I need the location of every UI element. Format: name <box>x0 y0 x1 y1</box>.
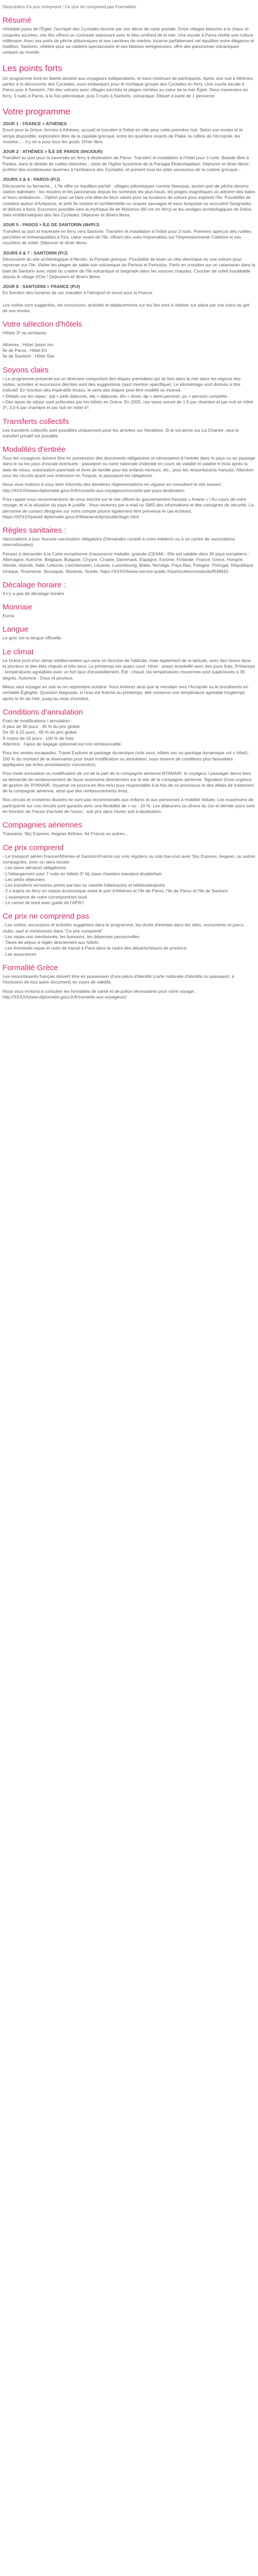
modalites-paragraph: Pour rappel nous recommandons de vous inscrire sur le site officiel du gouvernement français « Ariane » ! Au cours de votre voyage, et si la situation du pays le justifie : Vous recevrez par e-mail ou SMS des informations et des consignes de sécurité. La personne de contact désignée sur votre compte pourra également être prévenue le cas échéant. https://XXXXXpastel.diplomatie.gouv.fr/fildariane/dyn/public/login.html <box>3 496 254 519</box>
comprend-item: - Les transferts terrestres privés par taxi ou navette hôtels/ports et hôtels/aéroports <box>3 883 165 888</box>
hotel-line: Île de Santorin : Hôtel Star <box>3 353 55 359</box>
hotel-line: Athènes : Hôtel Jason Inn <box>3 342 54 347</box>
points-forts-text: Un programme écrit en liberté destiné aux voyageurs indépendants, et sans minimum de participants. Après une nuit à Athènes, partez à la découverte des Cyclades, vous embarquez pour le mythique groupe des Cyclades en ferry. Une courte escale à Paros puis à Santorin, l'île des volcans avec villages perchés et plages nichées au cœur de la mer Égée. Deux traversées en ferry, 3 nuits à Paros, à la fois pittoresque, puis 3 nuits à Santorin, volcanique. Départ à partir de 1 personne. <box>3 75 254 98</box>
sanitaires-paragraph: Pensez à demander à la Carte européenne d'assurance maladie, gratuite (CEAM) : Elle est valable dans 30 pays européens : Allemagne, Autriche, Belgique, Bulgarie, Chypre, Croatie, Danemark, Espagne, Estonie, Finlande, France, Grèce, Hongrie, Irlande, Islande, Italie, Lettonie, Liechtenstein, Lituanie, Luxembourg, Malte, Norvège, Pays-Bas, Pologne, Portugal, République tchèque, Roumanie, Slovaquie, Slovénie, Suède. https://XXXXXwww.service-public.fr/particuliers/vosdroits/R49815 <box>3 551 253 574</box>
modalites-title: Modalités d'entrée <box>3 445 66 454</box>
compagnies-text: Transavia, Sky Express, Aegean Airlines, Air France ou autres... <box>3 831 128 837</box>
tab-ne-comprend-pas[interactable]: Ce prix ne comprend pas Formalités <box>64 4 136 9</box>
tab-description[interactable]: Description Ce prix comprend <box>3 4 61 9</box>
day-text: Découverte du site archéologique d'Akrotiri, la Pompéi grecque. Possibilité de louer un vélo électrique ou une voiture pour rayonner sur l'île. Visiter les plages de sable noir volcanique de Perissa et Perivolos. Partir en croisière sur un catamaran dans la baie de Santorin avec visite du cratère de l'île volcanique et baignade dans les sources chaudes. Coucher de soleil inoubliable depuis le village d'Oia ! Déjeuners et dîners libres. <box>3 256 255 279</box>
day-text: Transfert au port et traversée en ferry vers Santorin. Transfert et installation à l'hôtel pour 3 nuits. Premiers aperçus des ruelles perchées et immanquables à Fira, cœur vivant de l'île, offrant des vues imprenables sur l'impressionnante Caldeira et ses couchers de soleil. Déjeuner et dîner libres. <box>3 228 251 246</box>
comprend-item: - Le carnet de bord avec guide de l'API57 <box>3 900 84 905</box>
sanitaires-paragraph: Vaccinations à jour. Aucune vaccination obligatoire (Demandez conseil à votre médecin ou à un centre de vaccinations internationales). <box>3 536 235 548</box>
comprend-title: Ce prix comprend <box>3 843 64 852</box>
transferts-title: Transferts collectifs <box>3 417 69 426</box>
annulation-paragraph: Pour les ventes escapades, Travel Explorer et package dynamique (vols secs, hôtels sec ou package dynamique vol + hôtel) : 100 % du montant de la réservation pour toute modification ou annulation, sous réserve de conditions plus favorables appliquées par le/les prestataire(s) concerné(s). <box>3 750 250 767</box>
soyons-clairs-item: • Détails sur les repas : pdj = petit déjeuner, déj = déjeuner, dîn = dîner, dp = demi-pension, pc = pension complète. <box>3 393 229 399</box>
decalage-title: Décalage horaire : <box>3 580 66 589</box>
comprend-item: - L'assistance de notre correspondant local <box>3 894 87 900</box>
sanitaires-title: Règles sanitaires : <box>3 526 67 535</box>
annulation-line: Frais de modifications / annulation : <box>3 718 73 723</box>
annulation-paragraph: Pour toute annulation ou modification de vol de la part de la compagnie aérienne RYANAIR, le voyageur / passager devra faire sa demande de remboursement de façon autonome directement sur le site de la compagnie aérienne. Signalant d'une urgence de gestion de RYANAIR, Voyamar ne pourra en être tenu pour responsable à la fois de ce processus et des délais de traitement de la compagnie aérienne, ainsi que des remboursements émis. <box>3 771 254 794</box>
comprend-item: - Le transport aérien France/Athènes et Santorin/France sur vols réguliers ou vols low-cost avec Sky Express, Aegean, ou autres compagnies, avec ou sans escale <box>3 853 255 865</box>
formalite-paragraph: Nous vous invitons à consulter les formalités de santé et de police nécessaires pour votre voyage : http://XXXXXwww.diplomatie.gouv.fr/fr/conseils-aux-voyageurs/ <box>3 988 197 999</box>
hotels-title: Votre sélection d'hôtels <box>3 320 82 329</box>
comprend-item: - L'hébergement pour 7 nuits en hôtels 3* NL base chambre standard double/twin <box>3 871 162 876</box>
annulation-line: Attention : l'ajout de bagage optionnel est non remboursable. <box>3 741 122 747</box>
annulation-line: De 30 à 15 jours : 65 % du prix global <box>3 730 77 735</box>
comprend-list <box>3 854 255 906</box>
annulation-paragraph: Nos circuits et croisières illustrés ne sont pas recommandés aux enfants et aux personnes à mobilité réduite. Les maximums de participants sur nos circuits sont garantis avec une flexibilité de + ou - 10 %. Les déjeuners ou dîners du 1er et dernier jours sont en fonction de l'heure d'arrivée de l'avion : soit pris dans l'avion soit à destination. <box>3 797 255 815</box>
annulation-line: À plus de 30 jours : 35 % du prix global <box>3 724 80 730</box>
hotel-line: Île de Paros : Hôtel Eri <box>3 348 47 353</box>
resume-text: Véritable joyau de l'Égée, l'archipel des Cyclades fascine par son décor de carte postale. Entre villages blanchis à la chaux et coupoles azurées, ces îles offrent un contraste saisissant avec le bleu profond de la mer. Une escale à Paros révèle une culture millénaire. Avec ses ports de pêche pittoresques et ses carrières de marbre, incarne parfaitement cet équilibre entre élégance et tradition. Santorin, célèbre pour sa caldeira spectaculaire et ses falaises vertigineuses, offre des panoramas volcaniques uniques au monde. <box>3 26 254 55</box>
day-heading: JOURS 3 & 4 : PAROS (P/J) <box>3 177 60 182</box>
modalites-paragraph: Tous les voyageurs doivent être en possession des documents obligatoires et nécessaires à l'entrée dans le pays ou au passage dans le ou les pays d'escale éventuels : passeport ou carte nationale d'identité en cours de validité et valable 6 mois après la date de retour, autorisation parentale et livret de famille pour les enfants mineurs, etc., pour les ressortissants français. Attention pour les circuits ayant une extension en Turquie, le passeport est obligatoire. <box>3 455 255 479</box>
ne-comprend-pas-title: Ce prix ne comprend pas <box>3 912 89 921</box>
transferts-text: Les transferts collectifs sont possibles uniquement pour les arrivées sur Heraklion. Si le vol arrive sur La Chanée, seul le transfert privatif est possible. <box>3 427 239 438</box>
day-heading: JOUR 5 : PAROS > ÎLE DE SANTORIN (4H/P/J) <box>3 222 100 228</box>
hotels-list <box>3 330 255 359</box>
langue-text: Le grec est la langue officielle. <box>3 635 62 641</box>
comprend-item: - Les taxes aéroport obligatoires <box>3 865 66 871</box>
points-forts-title: Les points forts <box>3 63 62 73</box>
monnaie-text: Euros <box>3 613 14 619</box>
programme-days <box>3 121 255 296</box>
day-text: Envol pour la Grèce. Arrivée à Athènes, accueil et transfert à l'hôtel en ville pour cette première nuit. Selon vos envies et le temps disponible, exploration libre de la capitale grecque, entre les quartiers vivants de Plaka, la colline de l'Acropole, les musées... : il y en a pour tous les goûts. Dîner libre. <box>3 127 243 144</box>
day-text: Transfert au port pour la traversée en ferry à destination de Paros. Transfert et installation à l'hôtel pour 3 nuits. Balade libre à Parikia, dans le dédale de ruelles blanches ; visite de l'église byzantine de la Panagia Ekatontapiliani. Déjeuner et dîner libres : profitez des nombreuses tavernes à l'ambiance des Cyclades, et présent tous les plats savoureux de la cuisine grecque... <box>3 155 251 173</box>
hotel-line <box>3 336 255 342</box>
tab-bar <box>3 4 255 10</box>
ne-comprend-pas-item: - Taxes de séjour à régler directement aux hôtels <box>3 940 99 945</box>
comprend-item: - 2 x trajets en ferry en classe économique entre le port d'Athènes et l'île de Paros, l'île de Paros et l'île de Santorin <box>3 888 228 894</box>
compagnies-title: Compagnies aériennes <box>3 821 83 830</box>
hotel-line: Hôtels 3* ou similaires <box>3 330 47 336</box>
day-text: En fonction des horaires de vol, transfert à l'aéroport et envol pour la France. <box>3 290 154 296</box>
modalites-paragraph: Nous vous invitons à vous tenir informés des dernières réglementations en vigueur en consultant le site suivant : http://XXXXXwww.diplomatie.gouv.fr/fr/conseils-aux-voyageurs/conseils-par-pays-destination <box>3 482 223 493</box>
ne-comprend-pas-item: - Les éventuels repas et nuits de transit à Paris dans le cadre des départs/retours de province <box>3 945 187 951</box>
tab-separator: / <box>61 4 65 9</box>
ne-comprend-pas-item: - Les visites, excursions et activités suggérées dans le programme, les droits d'entrées dans les sites, monuments et parcs, clubs, sauf si mentionnés dans "Ce prix comprend" <box>3 922 245 934</box>
soyons-clairs-list <box>3 376 255 411</box>
langue-title: Langue <box>3 625 29 634</box>
programme-note: Les visites sont suggérées, les excursions, activités et déplacements sur les îles sont à réaliser sur place par vos soins au gré de vos envies. <box>3 302 250 313</box>
climat-paragraph: Le Grèce jouit d'un climat méditerranéen qui varie en fonction de l'altitude, mais également de la latitude, avec des hivers doux et pluvieux et des étés chauds et très secs. Le printemps est assez court. Hiver : assez ensoleillé avec des jours frais. Printemps : températures agréables avec un fort taux d'ensoleillement. Été : chaud, les températures moyennes sont supérieures à 30 degrés. Automne : Doux et pluvieux. <box>3 657 255 681</box>
monnaie-title: Monnaie <box>3 603 33 612</box>
programme-title: Votre programme <box>3 106 71 116</box>
day-heading: JOUR 2 : ATHÈNES > ÎLE DE PAROS (5H/JOUR) <box>3 149 103 155</box>
resume-title: Résumé <box>3 16 31 25</box>
ne-comprend-pas-list <box>3 922 255 957</box>
product-page <box>0 0 258 1008</box>
soyons-clairs-item: • Des taxes de séjour sont prélevées par les hôtels en Grèce. En 2025, ces taxes seront de 1 € par chambre et par nuit en hôtel 3*, 3,0 € par chambre et par nuit en hôtel 4*. <box>3 399 253 411</box>
formalite-title: Formalité Grèce <box>3 963 58 973</box>
ne-comprend-pas-item: - Les assurances <box>3 951 37 957</box>
soyons-clairs-item: • Le programme présenté est un itinéraire comportant des étapes prévisibles qui se font dans la mer dans les régions des visites, activités et excursions décrites sont des suggestions (sauf mention spécifique). Le kilométrage sont donnés à titre indicatif. En fonction des impératifs locaux, le sens des étapes peut être modifié ou inversé. <box>3 376 241 393</box>
climat-title: Le climat <box>3 647 34 656</box>
annulation-fees <box>3 718 255 747</box>
annulation-title: Conditions d'annulation <box>3 707 83 717</box>
day-heading: JOUR 1 : FRANCE > ATHÈNES <box>3 121 67 126</box>
formalite-paragraph: Les ressortissants français doivent être en possession d'une pièce d'identité (carte nationale d'identité ou passeport, à l'exclusion de tout autre document) en cours de validité. <box>3 974 234 985</box>
comprend-item: - Les petits déjeuners <box>3 876 45 882</box>
ne-comprend-pas-item: - Les repas non mentionnés, les boissons, les dépenses personnelles <box>3 934 140 939</box>
day-text: Découverte ou farniente... L'île offre un équilibre parfait : villages pittoresques comme Naoussa, ancien port de pêche devenu station balnéaire ; les moulins et les panoramas depuis les sommets les plus hauts, les plages magnifiques où admirer des baies et leurs ambiances... Option pour se faire une idée de lieux variés pour sa locations de voiture pour explorer l'île. Possibilité de croisière autour d'Antiparos, le petit île voisine et confidentielle ou cirques sauvages et eaux turquoise ou succulent Seagrades et délices à bord. Excursion possible vers la mythique île de Mykonos (60 mn en ferry) et les vestiges archéologiques de Délos, sites emblématiques des îles Cyclades. Déjeuner et dîners libres. <box>3 183 255 218</box>
day-heading: JOUR 8 : SANTORIN > FRANCE (P/J) <box>3 284 80 290</box>
decalage-text: Il n'y a pas de décalage horaire <box>3 590 64 596</box>
day-heading: JOURS 6 & 7 : SANTORIN (P/J) <box>3 250 68 256</box>
climat-paragraph: Mieux vaut voyager en mai ou en septembre-octobre. Vous éviterez ainsi que le mondain vers l'Acropole ou le brouillamini en vertiable Églogitie. Question baignade, si l'eau est fraîche au printemps, elle conserve une température agréable longtemps après la fin de l'été, jusqu'au mois d'octobre. <box>3 684 248 701</box>
annulation-line: À moins de 15 jours : 100 % de frais <box>3 735 74 741</box>
soyons-clairs-title: Soyons clairs <box>3 365 49 375</box>
